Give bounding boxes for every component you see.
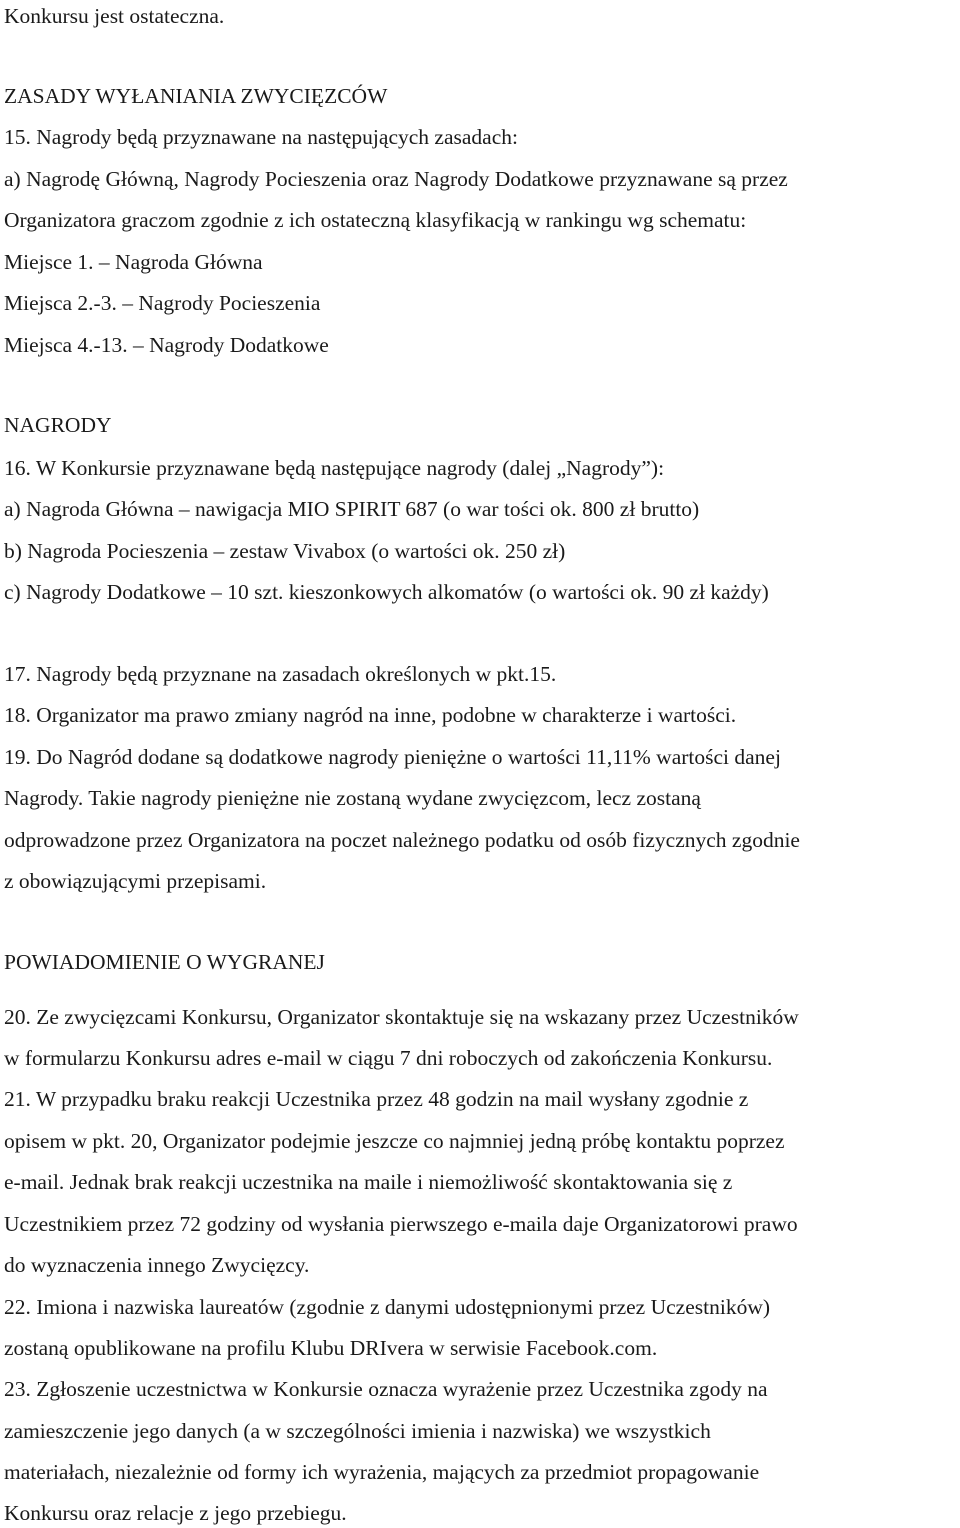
- text-line: Konkursu oraz relacje z jego przebiegu.: [4, 1501, 347, 1525]
- text-line: 19. Do Nagród dodane są dodatkowe nagrody pieniężne o wartości 11,11% wartości danej: [4, 745, 781, 769]
- text-line: z obowiązującymi przepisami.: [4, 869, 267, 893]
- text-line: 21. W przypadku braku reakcji Uczestnika przez 48 godzin na mail wysłany zgodnie z: [4, 1087, 749, 1111]
- text-line: Nagrody. Takie nagrody pieniężne nie zostaną wydane zwycięzcom, lecz zostaną: [4, 786, 701, 810]
- text-line: 15. Nagrody będą przyznawane na następujących zasadach:: [4, 125, 518, 149]
- text-line: Uczestnikiem przez 72 godziny od wysłania pierwszego e-maila daje Organizatorowi prawo: [4, 1212, 798, 1236]
- text-line: Miejsce 1. – Nagroda Główna: [4, 250, 263, 274]
- text-line: materiałach, niezależnie od formy ich wyrażenia, mających za przedmiot propagowanie: [4, 1460, 760, 1484]
- text-line: Miejsca 2.-3. – Nagrody Pocieszenia: [4, 291, 321, 315]
- section-heading: POWIADOMIENIE O WYGRANEJ: [4, 950, 325, 974]
- text-line: w formularzu Konkursu adres e-mail w ciągu 7 dni roboczych od zakończenia Konkursu.: [4, 1046, 773, 1070]
- text-line: e-mail. Jednak brak reakcji uczestnika na maile i niemożliwość skontaktowania się z: [4, 1170, 733, 1194]
- text-line: 18. Organizator ma prawo zmiany nagród na inne, podobne w charakterze i wartości.: [4, 703, 737, 727]
- text-line: 22. Imiona i nazwiska laureatów (zgodnie z danymi udostępnionymi przez Uczestników): [4, 1295, 771, 1319]
- text-line: 17. Nagrody będą przyznane na zasadach określonych w pkt.15.: [4, 662, 557, 686]
- text-line: b) Nagroda Pocieszenia – zestaw Vivabox (o wartości ok. 250 zł): [4, 539, 566, 563]
- text-line: Organizatora graczom zgodnie z ich ostateczną klasyfikacją w rankingu wg schematu:: [4, 208, 747, 232]
- section-heading: ZASADY WYŁANIANIA ZWYCIĘZCÓW: [4, 84, 388, 108]
- text-line: c) Nagrody Dodatkowe – 10 szt. kieszonkowych alkomatów (o wartości ok. 90 zł każdy): [4, 580, 769, 604]
- text-line: 16. W Konkursie przyznawane będą następujące nagrody (dalej „Nagrody”):: [4, 456, 665, 480]
- text-line: 20. Ze zwycięzcami Konkursu, Organizator skontaktuje się na wskazany przez Uczestników: [4, 1005, 799, 1029]
- text-line: a) Nagrodę Główną, Nagrody Pocieszenia oraz Nagrody Dodatkowe przyznawane są przez: [4, 167, 788, 191]
- text-line: zamieszczenie jego danych (a w szczególności imienia i nazwiska) we wszystkich: [4, 1419, 711, 1443]
- text-line: Miejsca 4.-13. – Nagrody Dodatkowe: [4, 333, 329, 357]
- text-line: 23. Zgłoszenie uczestnictwa w Konkursie oznacza wyrażenie przez Uczestnika zgody na: [4, 1377, 768, 1401]
- text-line: a) Nagroda Główna – nawigacja MIO SPIRIT 687 (o war tości ok. 800 zł brutto): [4, 497, 700, 521]
- text-line: opisem w pkt. 20, Organizator podejmie jeszcze co najmniej jedną próbę kontaktu poprzez: [4, 1129, 785, 1153]
- text-line: zostaną opublikowane na profilu Klubu DRIvera w serwisie Facebook.com.: [4, 1336, 658, 1360]
- text-line: Konkursu jest ostateczna.: [4, 4, 225, 28]
- text-line: odprowadzone przez Organizatora na poczet należnego podatku od osób fizycznych zgodnie: [4, 828, 800, 852]
- section-heading: NAGRODY: [4, 413, 112, 437]
- text-line: do wyznaczenia innego Zwycięzcy.: [4, 1253, 310, 1277]
